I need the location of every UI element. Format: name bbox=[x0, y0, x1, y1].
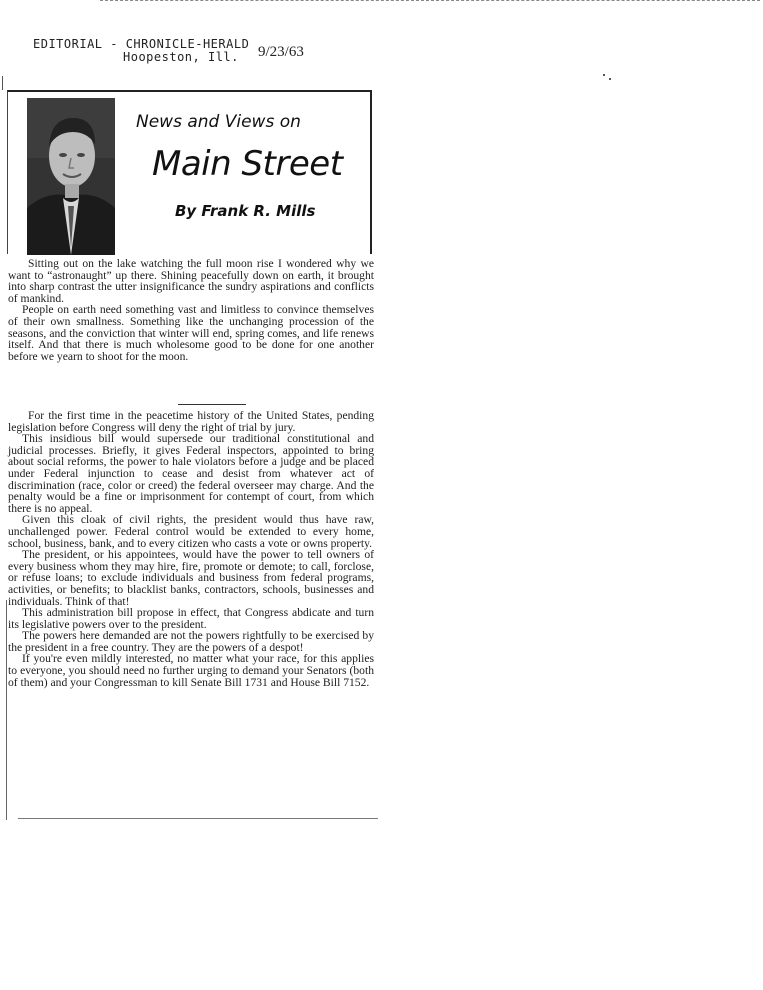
article-paragraph: For the first time in the peacetime history of the United States, pending legislation before Congress will deny the right of trial by jury. bbox=[8, 409, 374, 434]
article-paragraph: People on earth need something vast and limitless to convince themselves of their own smallness. Something like the unchanging procession of the seasons, and the conviction that winter will end, spring comes, and life renews itself. And that there is much wholesome good to be done for one another before we yearn to shoot for the moon. bbox=[8, 303, 374, 363]
author-portrait-image bbox=[27, 98, 115, 255]
article-paragraph: Sitting out on the lake watching the full moon rise I wondered why we want to “astronaught” up there. Shining peacefully down on earth, it brought into sharp contrast the utter insignificance the sundry aspirations and conflicts of mankind. bbox=[8, 257, 374, 305]
column-title: Main Street bbox=[152, 144, 343, 184]
article-section-moon bbox=[8, 258, 374, 362]
article-paragraph: This administration bill propose in effect, that Congress abdicate and turn its legislative powers over to the president. bbox=[8, 606, 374, 631]
article-paragraph: Given this cloak of civil rights, the president would thus have raw, unchallenged power. Federal control would be extended to every home, school, business, bank, and to every citizen who casts a vote or owns property. bbox=[8, 513, 374, 550]
column-kicker: News and Views on bbox=[136, 112, 301, 132]
column-byline: By Frank R. Mills bbox=[175, 202, 316, 220]
author-photo bbox=[27, 98, 115, 255]
section-divider bbox=[178, 404, 246, 405]
article-section-jury-trial bbox=[8, 410, 374, 688]
article-paragraph: The president, or his appointees, would have the power to tell owners of every business whom they may hire, fire, promote or demote; to call, forclose, or refuse loans; to exclude individuals and business from federal programs, activities, or benefits; to blacklist banks, contractors, schools, businesses and individuals. Think of that! bbox=[8, 548, 374, 608]
clipping-location-label: Hoopeston, Ill. bbox=[123, 50, 239, 64]
clipping-date-handwritten: 9/23/63 bbox=[258, 44, 304, 60]
scan-top-edge bbox=[100, 0, 760, 7]
article-paragraph: The powers here demanded are not the powers rightfully to be exercised by the president in a free country. They are the powers of a despot! bbox=[8, 629, 374, 654]
clipping-source-label: EDITORIAL - CHRONICLE-HERALD bbox=[33, 37, 250, 51]
clipping-left-edge bbox=[6, 600, 7, 820]
scan-mark bbox=[2, 76, 3, 90]
article-paragraph: If you're even mildly interested, no matter what your race, for this applies to everyone, you should need no further urging to demand your Senators (both of them) and your Congressman to kill Senate Bill 1731 and House Bill 7152. bbox=[8, 652, 374, 689]
clipping-bottom-edge bbox=[18, 818, 378, 819]
article-paragraph: This insidious bill would supersede our traditional constitutional and judicial processes. Briefly, it gives Federal inspectors, appointed to bring about social reforms, the power to hale violators before a judge and be placed under Federal injunction to cease and desist from whatever act of discrimination (race, color or creed) the federal overseer may charge. And the penalty would be a fine or imprisonment for contempt of court, from which there is no appeal. bbox=[8, 432, 374, 515]
scan-speck bbox=[603, 74, 605, 76]
scan-speck bbox=[609, 78, 611, 80]
